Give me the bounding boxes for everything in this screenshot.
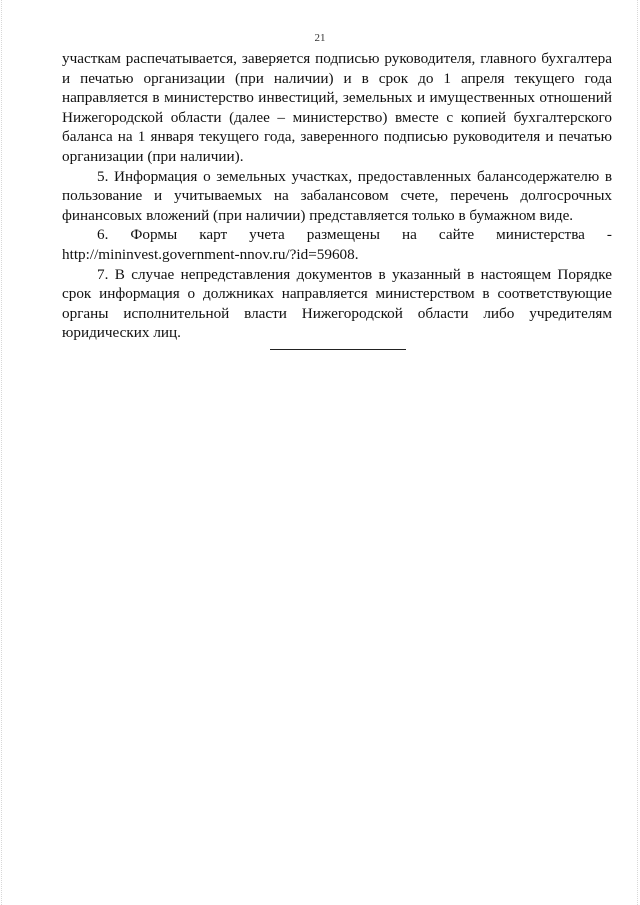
page-edge-left xyxy=(1,0,2,905)
paragraph-6-url: http://mininvest.government-nnov.ru/?id=59608. xyxy=(62,245,359,263)
paragraph-6-text: 6. Формы карт учета размещены на сайте министерства - xyxy=(97,226,612,244)
document-body xyxy=(62,49,612,343)
paragraph-6 xyxy=(62,225,612,264)
page-edge-right xyxy=(637,0,638,905)
paragraph-7: 7. В случае непредставления документов в указанный в настоящем Порядке срок информация о должниках направляется министерством в соответствующие органы исполнительной власти Нижегородской области либо учредителям юридических лиц. xyxy=(62,265,612,342)
page-number: 21 xyxy=(314,32,326,44)
closing-divider xyxy=(270,349,406,350)
paragraph-5: 5. Информация о земельных участках, предоставленных балансодержателю в пользование и учитываемых на забалансовом счете, перечень долгосрочных финансовых вложений (при наличии) представляется только в бумажном виде. xyxy=(62,167,612,224)
paragraph-continuation: участкам распечатывается, заверяется подписью руководителя, главного бухгалтера и печатью организации (при наличии) и в срок до 1 апреля текущего года направляется в министерство инвестиций, земельных и имущественных отношений Нижегородской области (далее – министерство) вместе с копией бухгалтерского баланса на 1 января текущего года, заверенного подписью руководителя и печатью организации (при наличии). xyxy=(62,50,612,165)
